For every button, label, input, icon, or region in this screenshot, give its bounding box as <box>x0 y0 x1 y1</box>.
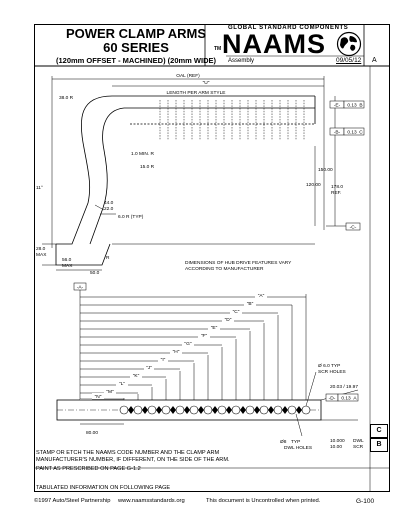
datum-b-label: -B- <box>333 130 341 136</box>
dim-22-label: 22.0 <box>104 207 114 212</box>
oal-label: OAL (REF) <box>176 74 200 79</box>
datum-b-tolerance: 0.13 <box>347 130 357 136</box>
hub-note-line-1: DIMENSIONS OF HUB DRIVE FEATURES VARY <box>185 261 292 266</box>
datum-e-label: -E- <box>333 103 341 109</box>
dwl-holes-note-2: DWL HOLES <box>284 446 313 451</box>
revision-box-c: C <box>370 424 388 438</box>
dim-letter-h: "H" <box>172 350 180 355</box>
dim-178-label: 178.0 <box>331 185 344 190</box>
scr-holes-note-2: SCR HOLES <box>318 370 346 375</box>
trademark-mark: TM <box>214 46 222 52</box>
dim-letter-g: "G" <box>184 342 192 347</box>
dim-letter-d: "D" <box>224 318 232 323</box>
datum-e-tolerance: 0.13 <box>347 103 357 109</box>
stamp-note-line-2: MANUFACTURER'S NUMBER, IF DIFFERENT, ON THE SIDE OF THE ARM. <box>36 457 230 463</box>
datum-d-label: -D- <box>328 396 336 402</box>
dim-56-label: 56.0 <box>62 258 72 263</box>
dim-letter-e: "E" <box>210 326 218 331</box>
datum-b-reference: C <box>359 130 363 136</box>
max-label-2: MAX <box>62 264 73 269</box>
dwl-holes-note-1b: TYP <box>291 440 301 445</box>
radius-6-label: 6.0 R (TYP) <box>118 215 144 220</box>
dwl-dim-2b: SCR <box>353 445 364 450</box>
dim-150-label: 150.00 <box>318 168 333 173</box>
assembly-label: Assembly <box>228 58 255 64</box>
dim-letter-b: "B" <box>246 302 254 307</box>
r-label: R <box>106 256 110 261</box>
dim-letter-n: "N" <box>94 395 102 400</box>
hub-note-line-2: ACCORDING TO MANUFACTURER <box>185 267 264 272</box>
dim-80-label: 80.00 <box>86 431 99 436</box>
dim-letter-c: "C" <box>232 310 240 315</box>
angle-11-label: 11° <box>36 186 43 191</box>
datum-d-reference: A <box>353 396 357 402</box>
footer-website[interactable]: www.naamsstandards.org <box>118 498 185 504</box>
dim-letter-j: "J" <box>146 366 152 371</box>
dim-letter-m: "M" <box>106 390 114 395</box>
dwl-dim-1b: DWL <box>353 439 364 444</box>
dim-50-label: 50.0 <box>90 271 100 276</box>
title-line-2: 60 SERIES <box>103 40 169 55</box>
brand-tagline: GLOBAL STANDARD COMPONENTS <box>228 25 349 31</box>
dim-letter-a: "A" <box>257 294 265 299</box>
dim-44-label: 44.0 <box>104 201 114 206</box>
min-radius-label: 1.0 MIN. R <box>131 152 154 157</box>
dim-120-label: 120.00 <box>306 183 321 188</box>
dwl-holes-note-1: Ø8 <box>280 440 287 445</box>
u-label: "U" <box>202 81 210 86</box>
footer-copyright: ©1997 Auto/Steel Partnership <box>34 498 111 504</box>
dwl-dim-2: 10.00 <box>330 445 343 450</box>
footer-uncontrolled-note: This document is Uncontrolled when printed. <box>206 498 321 504</box>
dim-letter-l: "L" <box>118 382 126 387</box>
paint-note: PAINT AS PRESCRIBED ON PAGE G-1.2 <box>36 466 141 472</box>
revision-letter: A <box>372 57 377 64</box>
stamp-note-line-1: STAMP OR ETCH THE NAAMS CODE NUMBER AND THE CLAMP ARM <box>36 450 220 456</box>
title-line-1: POWER CLAMP ARMS <box>65 26 207 41</box>
dim-letter-f: "F" <box>200 334 208 339</box>
length-per-arm-label: LENGTH PER ARM STYLE <box>166 91 226 96</box>
radius-15-label: 15.0 R <box>140 165 155 170</box>
datum-c-label: -C- <box>349 225 357 231</box>
dwl-dim-1: 10.000 <box>330 439 345 444</box>
radius-38-label: 38.0 R <box>59 96 74 101</box>
dim-28-label: 28.0 <box>36 247 46 252</box>
naams-logo-text: NAAMS <box>222 29 326 59</box>
revision-box-b: B <box>370 438 388 452</box>
tabulated-note: TABULATED INFORMATION ON FOLLOWING PAGE <box>36 485 171 491</box>
ref-label: REF. <box>331 191 342 196</box>
max-label-1: MAX <box>36 253 47 258</box>
datum-e-reference: B <box>359 103 363 109</box>
revision-date: 09/05/12 <box>336 57 362 64</box>
dim-letter-k: "K" <box>132 374 140 379</box>
datum-d-tolerance: 0.13 <box>341 396 351 402</box>
dim-letter-i: "I" <box>160 358 166 363</box>
scr-holes-note-1: Ø 6.0 TYP <box>318 364 341 369</box>
datum-a-label: -A- <box>76 285 84 291</box>
page-number: G-100 <box>356 498 375 505</box>
dim-2003-label: 20.03 / 19.97 <box>330 385 359 390</box>
title-line-3: (120mm OFFSET - MACHINED) (20mm WIDE) <box>55 56 217 65</box>
